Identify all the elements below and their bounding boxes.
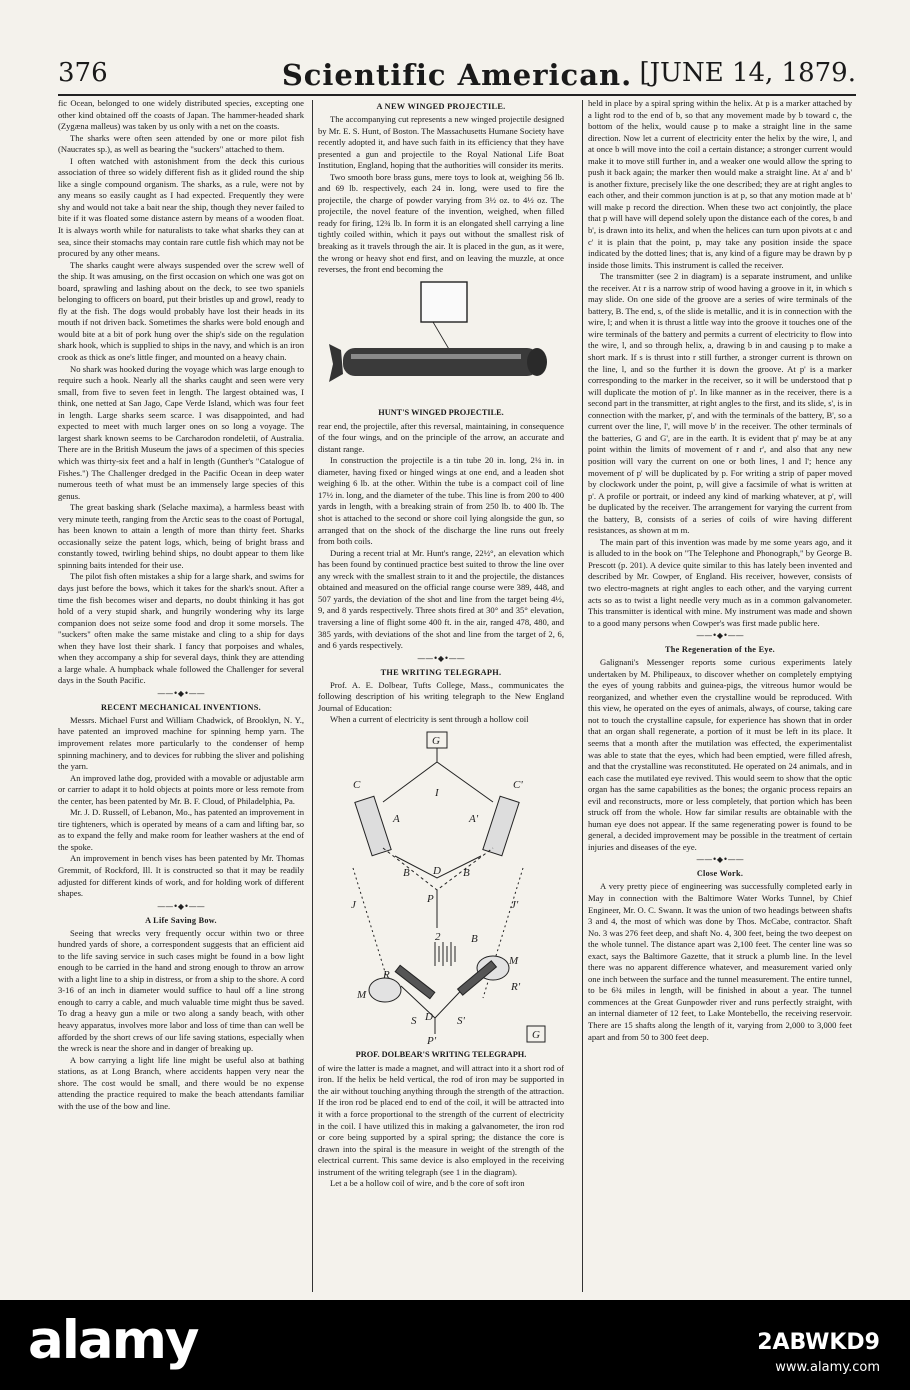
label-g-top: G <box>432 734 440 747</box>
column-rule-1 <box>312 100 313 1292</box>
label-b-battery: B <box>471 932 478 945</box>
article-paragraph: Let a be a hollow coil of wire, and b the core of soft iron <box>330 1178 525 1189</box>
label-a-prime: A' <box>469 812 479 825</box>
label-a: A <box>393 812 400 825</box>
line-coil-box <box>421 282 467 322</box>
receiver-coil-right <box>483 796 519 855</box>
label-c: C <box>353 778 361 791</box>
article-paragraph: I often watched with astonishment from the deck this curious association of three so widely different fish as it glided round the ship like a single compound organism. The sharks, as a rule, were not by any means so easily caught as I had expected. Frequently they were shy and would not take a bait near the ship, though they never failed to bite if it was floated some distance astern by means of a wooden float. It is always worth while for naturalists to take what sharks they can at sea, since their stomachs may contain rare cuttle fish which may not be procured by any other means. <box>58 155 304 259</box>
label-j-prime: J' <box>511 898 519 911</box>
article-paragraph: Seeing that wrecks very frequently occur within two or three hundred yards of shore, a correspondent suggests that an efficient aid to the life saving service in such cases might be found in a bow light enough to be carried in the hand and strong enough to throw an arrow with a light line to a ship in distress, or from a ship to the shore. A cord 3-16 of an inch in diameter would suffice to haul off a line strong enough to carry a cable, and much valuable time might thus be saved. To drag a heavy gun a mile or two along a sandy beach, with other heavy apparatus, involves more labor and loss of time than can well be afforded by the short crews of our life saving stations, especially when the wreck is near the shore and in danger of breaking up. <box>58 927 304 1054</box>
projectile-body <box>343 348 539 376</box>
article-paragraph: In construction the projectile is a tin tube 20 in. long, 2¼ in. in diameter, having fixed or hinged wings at one end, and a leaden shot weighing 6 lb. at the other. Within the tube is a compact coil of line 17½ in. long, and the diameter of the tube. This line is from 200 to 400 yards in length, with a breaking strain of from 250 lb. to 400 lb. The shot is attached to the second or shore coil lying alongside the gun, so arranged that on the shock of the discharge the line runs out freely from both coils. <box>318 455 564 547</box>
heading-writing-telegraph: THE WRITING TELEGRAPH. <box>380 667 502 677</box>
article-paragraph: Prof. A. E. Dolbear, Tufts College, Mass., communicates the following description of his writing telegraph to the New England Journal of Education: <box>318 679 564 713</box>
article-paragraph: During a recent trial at Mr. Hunt's range, 22½°, an elevation which has been found by continued practice best suited to throw the line over any wreck with the smallest strain to it and the projectile, the distances obtained and measured on the official range course were 389, 448, and 507 yards, the deviation of the shot and line from the target being 4½, 9, and 8 yards respectively. Three shots fired at 30° and 35° elevation, traversing a line of flight some 400 ft. in the air, ranged 478, 480, and 385 yards, with deviations of the shot and line from the target of 2, 6, and 6 yards respectively. <box>318 547 564 651</box>
article-paragraph: The great basking shark (Selache maxima), a harmless beast with very minute teeth, ranging from the Arctic seas to the coast of Portugal, has been known to attain a length of more than thirty feet. Sharks occasionally seize the patent logs, which, being of bright brass and constantly towed, twirling behind ships, no doubt appear to them like spinning baits intended for their use. <box>58 502 304 570</box>
page-number: 376 <box>58 58 108 88</box>
article-paragraph: Mr. J. D. Russell, of Lebanon, Mo., has patented an improvement in tire tighteners, which is operated by means of a cam and lifting bar, so as to expand the felly and make room for leather washers at the end of the spoke. <box>58 807 304 852</box>
projectile-shot-end <box>527 348 547 376</box>
issue-date: [JUNE 14, 1879. <box>639 58 856 88</box>
label-s: S <box>411 1014 417 1027</box>
battery <box>435 942 455 966</box>
figure-caption-telegraph: PROF. DOLBEAR'S WRITING TELEGRAPH. <box>355 1049 527 1059</box>
label-r: R <box>383 968 390 981</box>
image-id: 2ABWKD9 <box>757 1330 880 1355</box>
article-paragraph: An improvement in bench vises has been patented by Mr. Thomas Gremmit, of Rockford, Ill. It is constructed so that it may be readily adjusted for different kinds of work, and for holding work of different shapes. <box>58 853 304 899</box>
article-paragraph: A bow carrying a light life line might be useful also at bathing stations, as at Long Branch, where accidents happen very near the shore. The cost would be small, and there would be no expense attending the practice required to make the beach attendants familiar with the use of the bow and line. <box>58 1054 304 1111</box>
heading-regeneration-eye: The Regeneration of the Eye. <box>664 645 776 655</box>
label-c-prime: C' <box>513 778 523 791</box>
projectile-wings <box>329 344 343 382</box>
label-m-right: M <box>509 954 519 967</box>
article-paragraph: Two smooth bore brass guns, mere toys to look at, weighing 56 lb. and 69 lb. respectively, each 24 in. long, were used to fire the projectile, the charge of powder varying from 3½ oz. to 4½ oz. The projectile, the novel feature of the invention, weighed, when filled ready for firing, 12¾ lb. In form it is an elongated shell carrying a line tightly coiled within, which it pays out without the smallest risk of breaking as it travels through the air. It is placed in the gun, as it were, the wrong or heavy shot end first, and on leaving the muzzle, at once reverses, the front end becoming the <box>318 171 564 275</box>
writing-telegraph-diagram <box>323 728 559 1048</box>
label-d-lower: D <box>425 1010 433 1023</box>
receiver-coil-left <box>355 796 391 855</box>
section-ornament: ——•◆•—— <box>157 688 205 698</box>
article-paragraph: The main part of this invention was made by me some years ago, and it is alluded to in the book on "The Telephone and Phonograph," by George B. Prescott (p. 201). A device quite similar to this has lately been invented and described by Mr. Cowper, of England. His receiver, however, consists of two electro-magnets at right angles to each other, and the varying current acts so as to twist a light needle very much as in a common galvanometer. This transmitter is identical with mine. My instrument was made and shown to a good many persons when Cowper's was first made public here. <box>588 536 852 628</box>
article-paragraph: No shark was hooked during the voyage which was large enough to require such a hook. Nearly all the sharks caught and seen were very small, from five to seven feet in length. The largest obtained was, I think, one netted at San Jago, Cape Verde Island, which was four feet in length. Large sharks seem scarce. I was disappointed, and had expected to meet with much larger ones on so long a voyage. The largest shark known seems to be Carcharodon rondeletii, of Australia. There are in the British Museum the jaws of a specimen of this species which was thirty-six feet and a half in length (Gunther's "Catalogue of Fishes.") The Challenger dredged in the Pacific Ocean in deep water numerous teeth of what must be an immensely large species of this genus. <box>58 363 304 501</box>
label-b-right: B <box>463 866 470 879</box>
article-paragraph: of wire the latter is made a magnet, and will attract into it a short rod of iron. If the helix be held vertical, the rod of iron may be supported in the air without touching anything through the strength of the attraction. If the iron rod be placed end to end of the coil, it will be attracted into it with a force proportional to the strength of the current of electricity in the coil. I have utilized this in making a galvanometer, the iron rod or core being supported by a spiral spring; the distance the core is drawn into the spiral is the measure in weight of the strength of the electrical current. This same device is also employed in the receiving instrument of the writing telegraph (see 1 in the diagram). <box>318 1062 564 1177</box>
article-paragraph: The accompanying cut represents a new winged projectile designed by Mr. E. S. Hunt, of Boston. The Massachusetts Humane Society have recently adopted it, and have such faith in its efficiency that they have presented a gun and projectile to the Royal National Life Boat Institution, England, hoping that the authorities will consider its merits. <box>318 114 564 171</box>
heading-life-saving-bow: A Life Saving Bow. <box>145 915 217 925</box>
article-paragraph: The sharks caught were always suspended over the screw well of the ship. It was amusing, on the first occasion on which one was got on board, sprawling and lashing about on the deck, to see two spaniels belonging to officers on board, put their bristles up and growl, ready to fly at the fish. The dogs would probably have lost their heads in its mouth if not driven back. Sometimes the sharks were bold enough and would bite at a bit of pork hung over the ship's side on the regulation shark hook, which is supplied to ships in the navy, and which is an iron crook as thick as one's little finger, and mounted on a heavy chain. <box>58 259 304 363</box>
column-3 <box>588 98 852 1043</box>
article-paragraph: A very pretty piece of engineering was successfully completed early in May in connection with the Baltimore Water Works Tunnel, by Chief Engineer, Mr. O. C. Swann. It was the union of two headings between shafts 3 and 4, the most of which was done by Thos. McCabe, contractor. Shaft No. 3 was 276 feet deep, and shaft No. 4, 300 feet, being the two deepest on the whole tunnel. The distance apart was 2,100 feet. The center line was so exact, says the Baltimore Gazette, that it struck a plumb line. In the level there was no apparent difference whatever, and measurement varied only one inch between the surface and the tunnel measurement. The entire tunnel, to be 6¾ miles in length, will be finished in about a year. The tunnel commences at the Great Gunpowder river and runs perfectly straight, with an internal diameter of 12 feet, to Lake Montebello, the receiving reservoir. There are 15 shafts along the length of it, varying from 2,000 to 3,000 feet apart and from 50 to 300 feet deep. <box>588 881 852 1042</box>
label-j: J <box>351 898 356 911</box>
article-paragraph: An improved lathe dog, provided with a movable or adjustable arm or carrier to adapt it to hold objects at points more or less remote from the center, has been patented by Mr. B. F. Cloud, of Philadelphia, Pa. <box>58 772 304 806</box>
slide-groove-left <box>395 965 435 998</box>
label-i: I <box>435 786 439 799</box>
heading-winged-projectile: A NEW WINGED PROJECTILE. <box>376 102 506 111</box>
publication-title: Scientific American. <box>281 58 633 92</box>
section-ornament: ——•◆•—— <box>696 855 744 865</box>
winged-projectile-illustration <box>323 278 559 406</box>
heading-mechanical-inventions: RECENT MECHANICAL INVENTIONS. <box>101 702 261 712</box>
section-ornament: ——•◆•—— <box>157 901 205 911</box>
label-p-prime: P' <box>427 1034 437 1047</box>
header-rule <box>58 94 856 96</box>
label-g-bottom: G <box>532 1028 540 1041</box>
label-b-left: B <box>403 866 410 879</box>
article-paragraph: The sharks were often seen attended by one or more pilot fish (Naucrates sp.), as well as bearing the "suckers" attached to them. <box>58 132 304 155</box>
column-2 <box>318 98 564 1190</box>
label-p: P <box>427 892 434 905</box>
article-paragraph: The transmitter (see 2 in diagram) is a separate instrument, and unlike the receiver. At r is a narrow strip of wood having a groove in it, in which s may slide. On one side of the groove are a series of wire terminals of the battery, B. The end, s, of the slide is metallic, and it is in connection with the wire, l; and when it is thrust a little way into the groove it touches one of the wire terminals of the battery and permits a current of electricity to flow into the wire, l, and so through helix, a, drawing b in and causing p to make a short mark. If s is thrust into r still further, a stronger current is thrown on the line, l, and so the further it is down the groove. At p' is a marker corresponding to the marker in the receiver, so it will be understood that p will duplicate the motion of p'. In like manner as in the receiver, there is a second part in the transmitter, at right angles to the first, and its slide, s', is in connection with the marker, p', and with the terminals of the battery, B', so a current over the line, l', will move b' in the receiver. The other terminals of the batteries, G and G', are in the earth. It is evident that p' may be at any point within the limits of movement of r and r', and also that any new position will vary the current on one or both lines, l and l'; hence any movement of p' will be duplicated by p. For writing a strip of paper moved by clockwork under the point, p, will give a facsimile of what is written at p'. A profile or portrait, or indeed any kind of marking whatever, at p', will be duplicated by the receiver. The arrangement for varying the current from the battery, B, consists of a series of coils of wire having different resistances, as shown at m m. <box>588 271 852 536</box>
section-ornament: ——•◆•—— <box>696 631 744 641</box>
wire <box>383 762 437 802</box>
article-paragraph: held in place by a spiral spring within the helix. At p is a marker attached by a light rod to the end of b, so that any movement made by b toward c, the bottom of the helix, would cause p to make a straight line in the same direction. Now let a current of electricity enter the helix by the wire, l, and at once b will move into the coil a certain distance; a stronger current would make it to move still further in, and a weaker one would allow the spring to push it back again; the marker then would make a straight line. At a' and b' is another fixture, precisely like the one described; they are at right angles to each other, and their common junction is at p, so that any motion made at b' will make p record the direction. When these two act conjointly, the place that p will have will depend solely upon the distance each of the cores, b and b', is drawn into its helix, and when the helices can turn upon pivots at c and c' it is plain that the point, p, may take any position inside the space indicated by the dotted lines; that is, any kind of a figure may be drawn by p inside those limits. This instrument is called the receiver. <box>588 98 852 270</box>
projectile-highlight <box>351 354 521 359</box>
heading-close-work: Close Work. <box>696 869 744 879</box>
label-s-prime: S' <box>457 1014 465 1027</box>
watermark-band <box>0 1300 910 1390</box>
article-paragraph: Galignani's Messenger reports some curious experiments lately undertaken by M. Philipeaux, to discover whether on completely emptying the eyes of young rabbits and guinea-pigs, the vitreous humor would be reorganized, and whether even the crystalline would be reproduced. With this view, he operated on the eyes of animals, always, of course, taking care not to touch the crystalline capsule, for experience has shown that in order that an organ shall regenerate, a portion of it must be left in its place. It seems that a month after the mutilation was effected, the experimentalist was able to state that the eyes, which had been emptied, were filled afresh, and that the crystalline was reconstituted. He operated on 24 animals, and in each case the mutilated eye revived. This would seem to show that the optic organ has the same capabilities as the bones; the organic process repairs an evil and reconstructs, more or less completely, that portion which has been struck off from the whole. How far similar results are obtainable with the human eye does not appear. If the same regenerating power is found to be general, a decided improvement may be possible in the treatment of certain injuries and diseases of the eye. <box>588 657 852 852</box>
label-m-left: M <box>357 988 367 1001</box>
label-r-prime: R' <box>511 980 521 993</box>
label-d: D <box>433 864 441 877</box>
section-ornament: ——•◆•—— <box>417 653 465 663</box>
column-rule-2 <box>582 100 583 1292</box>
column-1 <box>58 98 304 1112</box>
transmitter-coils-left <box>369 978 401 1002</box>
wire <box>437 762 493 802</box>
masthead <box>58 58 856 94</box>
article-paragraph: Messrs. Michael Furst and William Chadwick, of Brooklyn, N. Y., have patented an improved machine for spinning hemp yarn. The improvement relates more particularly to the condenser of hemp spinning machinery, and to devices for rubbing the sliver and polishing the yarn. <box>58 714 304 772</box>
article-paragraph: rear end, the projectile, after this reversal, maintaining, in consequence of the four wings, and on the principle of the arrow, an accurate and distant range. <box>318 420 564 454</box>
article-paragraph: fic Ocean, belonged to one widely distributed species, excepting one other kind obtained off the coasts of Japan. The hammer-headed shark (Zygæna malleus) was taken by us only with a net on the coasts. <box>58 98 304 132</box>
article-paragraph: When a current of electricity is sent through a hollow coil <box>330 714 529 725</box>
brand-logo: alamy <box>28 1310 198 1371</box>
figure-caption-projectile: HUNT'S WINGED PROJECTILE. <box>378 407 504 417</box>
label-2: 2 <box>435 930 441 943</box>
site-url: www.alamy.com <box>775 1360 880 1375</box>
article-paragraph: The pilot fish often mistakes a ship for a large shark, and swims for days just before the bows, which it takes for the shark's snout. After a time the fish becomes wiser and departs, no doubt thinking it has got hold of a very stupid shark, and hungrily wondering why its large companion does not seize some food and drop it some morsels. The "suckers" often make the same mistake and cling to a ship for days when they have lost their shark. I fancy that porpoises and whales, when they accompany a ship for several days, think they are attending a large whale. A humpback whale followed the Challenger for several days in the South Pacific. <box>58 571 304 686</box>
